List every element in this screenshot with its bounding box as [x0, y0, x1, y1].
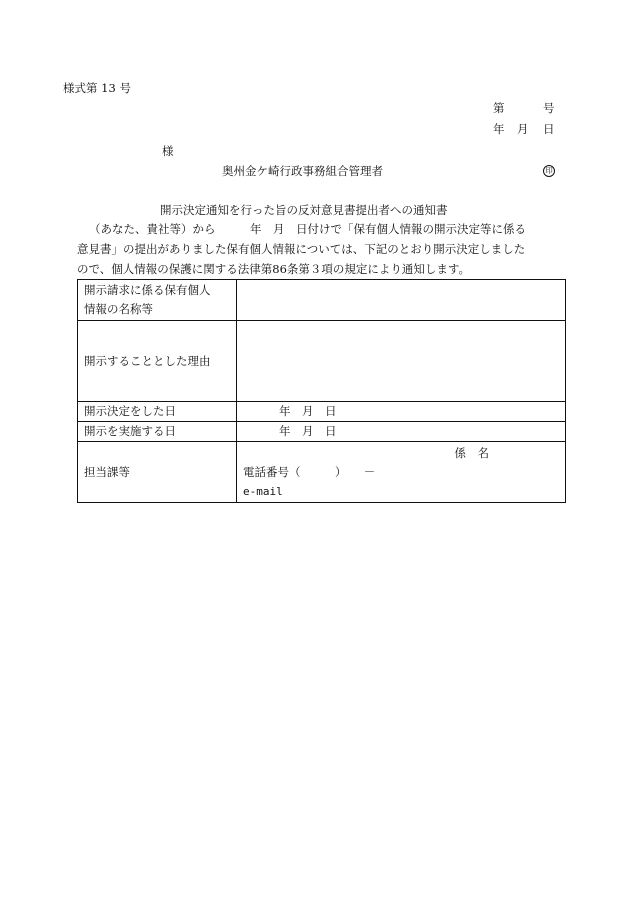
body-line-2: 意見書」の提出がありました保有個人情報については、下記のとおり開示決定しました	[77, 242, 526, 256]
seal-mark	[543, 164, 555, 177]
document-title: 開示決定通知を行った旨の反対意見書提出者への通知書	[160, 203, 448, 217]
kakari-label: 係 名	[454, 446, 489, 460]
email-label: e-mail	[243, 485, 283, 498]
body-line-1: （あなた、貴社等）から 年 月 日付けで「保有個人情報の開示決定等に係る	[89, 222, 526, 236]
row-value-reason	[237, 321, 566, 402]
date-hi: 日	[543, 122, 555, 136]
table-row	[78, 321, 566, 402]
table-row	[78, 442, 566, 503]
doc-number-dai: 第	[493, 101, 505, 115]
row-label-info-name	[78, 280, 237, 321]
info-table	[77, 279, 566, 503]
body-line-3: ので、個人情報の保護に関する法律第86条第３項の規定により通知します。	[77, 262, 470, 276]
row-label-line: 情報の名称等	[84, 302, 153, 316]
row-value-info-name	[237, 280, 566, 321]
row-label-reason: 開示することとした理由	[78, 321, 237, 402]
seal-icon: 印	[543, 165, 555, 177]
date-tsuki: 月	[517, 122, 529, 136]
row-label-department: 担当課等	[78, 442, 237, 503]
row-label-line: 開示請求に係る保有個人	[84, 283, 211, 297]
row-value-implementation-date	[237, 422, 566, 442]
table-row	[78, 402, 566, 422]
issuer-name: 奥州金ケ崎行政事務組合管理者	[222, 164, 383, 178]
doc-number-go: 号	[543, 101, 555, 115]
phone-label: 電話番号（ ） －	[243, 465, 376, 479]
addressee-sama: 様	[162, 144, 174, 158]
row-label-implementation-date: 開示を実施する日	[78, 422, 237, 442]
implementation-date-value: 年 月 日	[279, 424, 337, 438]
table-row	[78, 280, 566, 321]
body-paragraph	[77, 219, 567, 279]
row-value-decision-date	[237, 402, 566, 422]
table-row	[78, 422, 566, 442]
decision-date-value: 年 月 日	[279, 404, 337, 418]
form-number: 様式第 13 号	[63, 81, 131, 95]
row-value-department	[237, 442, 566, 503]
row-label-decision-date: 開示決定をした日	[78, 402, 237, 422]
date-nen: 年	[493, 122, 505, 136]
